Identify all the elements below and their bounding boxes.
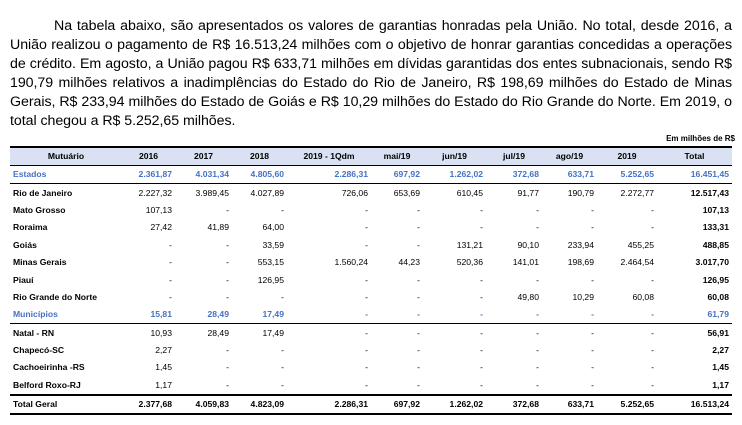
table-cell: - (486, 306, 542, 324)
table-cell: 4.823,09 (232, 395, 287, 414)
table-cell: - (536, 274, 539, 285)
table-cell: - (423, 306, 486, 324)
column-header: 2018 (232, 147, 287, 165)
table-cell: 44,23 (398, 257, 420, 268)
table-cell: 2,27 (155, 345, 172, 356)
table-cell: - (226, 291, 229, 302)
table-cell: - (281, 362, 284, 373)
table-cell: - (365, 362, 368, 373)
table-cell: - (169, 257, 172, 268)
table-cell: - (591, 274, 594, 285)
table-cell: - (536, 222, 539, 233)
table-cell: - (226, 204, 229, 215)
column-header: 2016 (122, 147, 175, 165)
table-cell: - (591, 327, 594, 338)
table-cell: - (226, 379, 229, 390)
table-cell: 697,92 (371, 165, 423, 183)
table-cell: 141,01 (512, 257, 539, 268)
table-cell: 5.252,65 (597, 165, 657, 183)
table-cell: - (480, 222, 483, 233)
row-label: Estados (10, 165, 122, 183)
table-cell: - (591, 379, 594, 390)
table-cell: 16.451,45 (657, 165, 732, 183)
table-cell: 126,95 (702, 274, 729, 285)
table-cell: 2.361,87 (122, 165, 175, 183)
table-cell: 10,93 (150, 327, 172, 338)
table-row (10, 359, 732, 376)
table-cell: 455,25 (627, 239, 654, 250)
table-cell: 56,91 (707, 327, 729, 338)
table-cell: 28,49 (175, 306, 232, 324)
table-cell: - (542, 306, 597, 324)
table-cell: 653,69 (393, 187, 420, 198)
column-header: jun/19 (423, 147, 486, 165)
table-cell: - (417, 291, 420, 302)
table-cell: 1.262,02 (423, 165, 486, 183)
table-cell: 4.805,60 (232, 165, 287, 183)
table-cell: - (417, 222, 420, 233)
table-cell: - (591, 222, 594, 233)
table-cell: - (287, 306, 371, 324)
table-cell: - (371, 306, 423, 324)
table-cell: - (281, 204, 284, 215)
table-row (10, 201, 732, 218)
table-cell: - (365, 327, 368, 338)
table-cell: - (480, 204, 483, 215)
row-label: Natal - RN (13, 327, 55, 338)
table-cell: 1.262,02 (423, 395, 486, 414)
table-cell: 2.272,77 (620, 187, 654, 198)
table-cell: - (536, 379, 539, 390)
table-cell: 2.286,31 (287, 395, 371, 414)
table-cell: 4.031,34 (175, 165, 232, 183)
table-cell: 3.017,70 (695, 257, 729, 268)
table-cell: 17,49 (262, 327, 284, 338)
table-cell: 17,49 (232, 306, 287, 324)
table-cell: 1,17 (155, 379, 172, 390)
table-cell: 1.560,24 (334, 257, 368, 268)
table-cell: - (169, 274, 172, 285)
table-cell: - (480, 362, 483, 373)
table-cell: - (651, 204, 654, 215)
table-cell: - (480, 291, 483, 302)
table-cell: 198,69 (567, 257, 594, 268)
table-cell: - (591, 345, 594, 356)
table-cell: 33,59 (262, 239, 284, 250)
table-cell: - (365, 274, 368, 285)
table-cell: 5.252,65 (597, 395, 657, 414)
table-cell: - (536, 345, 539, 356)
table-row (10, 288, 732, 305)
table-cell: - (417, 274, 420, 285)
unit-note: Em milhões de R$ (666, 134, 735, 143)
table-cell: - (591, 204, 594, 215)
table-cell: 90,10 (517, 239, 539, 250)
table-cell: 107,13 (702, 204, 729, 215)
table-cell: 60,08 (707, 291, 729, 302)
table-cell: 16.513,24 (657, 395, 732, 414)
table-cell: 488,85 (702, 239, 729, 250)
column-header: 2017 (175, 147, 232, 165)
table-cell: 2.286,31 (287, 165, 371, 183)
table-cell: - (281, 291, 284, 302)
table-cell: - (651, 327, 654, 338)
table-cell: - (226, 257, 229, 268)
column-header: Total (657, 147, 732, 165)
table-row (10, 183, 732, 201)
row-label: Minas Gerais (13, 257, 67, 268)
table-cell: 27,42 (150, 222, 172, 233)
column-header: jul/19 (486, 147, 542, 165)
group-row (10, 306, 732, 324)
table-cell: 4.059,83 (175, 395, 232, 414)
table-cell: - (169, 291, 172, 302)
table-cell: - (597, 306, 657, 324)
table-cell: 12.517,43 (690, 187, 729, 198)
table-cell: 126,95 (257, 274, 284, 285)
table-cell: 91,77 (517, 187, 539, 198)
table-cell: - (365, 204, 368, 215)
table-cell: - (226, 345, 229, 356)
table-cell: 633,71 (542, 395, 597, 414)
table-cell: 107,13 (145, 204, 172, 215)
table-cell: - (417, 362, 420, 373)
table-cell: 64,00 (262, 222, 284, 233)
table-cell: 372,68 (486, 165, 542, 183)
table-row (10, 219, 732, 236)
table-cell: 610,45 (456, 187, 483, 198)
total-row (10, 395, 732, 414)
row-label: Cachoeirinha -RS (13, 362, 85, 373)
table-cell: - (480, 327, 483, 338)
table-header-row (10, 147, 732, 165)
table-cell: 3.989,45 (195, 187, 229, 198)
table-cell: 133,31 (702, 222, 729, 233)
table-cell: - (536, 362, 539, 373)
table-cell: - (417, 239, 420, 250)
table-row (10, 341, 732, 358)
table-cell: 2,27 (712, 345, 729, 356)
table-cell: - (536, 327, 539, 338)
table-cell: 61,79 (657, 306, 732, 324)
row-label: Piauí (13, 274, 34, 285)
column-header: 2019 - 1Qdm (287, 147, 371, 165)
table-cell: - (169, 239, 172, 250)
table-cell: - (591, 362, 594, 373)
table-cell: 131,21 (456, 239, 483, 250)
table-cell: 4.027,89 (250, 187, 284, 198)
column-header: Mutuário (10, 147, 122, 165)
table-cell: - (281, 379, 284, 390)
group-row (10, 165, 732, 183)
table-cell: - (226, 239, 229, 250)
table-row (10, 253, 732, 270)
table-cell: - (365, 291, 368, 302)
column-header: mai/19 (371, 147, 423, 165)
table-cell: - (365, 379, 368, 390)
table-cell: 190,79 (567, 187, 594, 198)
table-cell: - (365, 345, 368, 356)
table-cell: 1,45 (155, 362, 172, 373)
row-label: Goiás (13, 239, 37, 250)
row-label: Roraima (13, 222, 48, 233)
table-row (10, 324, 732, 342)
table-cell: - (651, 222, 654, 233)
table-cell: 372,68 (486, 395, 542, 414)
table-cell: - (417, 345, 420, 356)
guarantees-table (10, 146, 732, 415)
row-label: Rio Grande do Norte (13, 291, 98, 302)
table-cell: 553,15 (257, 257, 284, 268)
row-label: Municípios (10, 306, 122, 324)
row-label: Chapecó-SC (13, 345, 65, 356)
table-cell: - (417, 327, 420, 338)
table-cell: 41,89 (207, 222, 229, 233)
row-label: Rio de Janeiro (13, 187, 73, 198)
table-cell: 60,08 (632, 291, 654, 302)
table-cell: - (480, 379, 483, 390)
row-label: Belford Roxo-RJ (13, 379, 81, 390)
table-cell: 2.464,54 (620, 257, 654, 268)
table-cell: 15,81 (122, 306, 175, 324)
table-cell: - (651, 362, 654, 373)
table-cell: 1,17 (712, 379, 729, 390)
table-cell: - (536, 204, 539, 215)
table-row (10, 376, 732, 394)
table-cell: 28,49 (207, 327, 229, 338)
intro-paragraph: Na tabela abaixo, são apresentados os valores de garantias honradas pela União. No total, desde 2016, a União realizou o pagamento de R$ 16.513,24 milhões com o objetivo de honrar garantias concedidas a operações de crédito. Em agosto, a União pagou R$ 633,71 milhões em dívidas garantidas dos entes subnacionais, sendo R$ 190,79 milhões relativos a inadimplências do Estado do Rio de Janeiro, R$ 198,69 milhões do Estado de Minas Gerais, R$ 233,94 milhões do Estado de Goiás e R$ 10,29 milhões do Estado do Rio Grande do Norte. Em 2019, o total chegou a R$ 5.252,65 milhões. (10, 18, 732, 130)
table-cell: 2.377,68 (122, 395, 175, 414)
table-cell: - (365, 239, 368, 250)
table-cell: 2.227,32 (138, 187, 172, 198)
table-cell: - (226, 274, 229, 285)
table-cell: - (417, 204, 420, 215)
row-label: Mato Grosso (13, 204, 66, 215)
table-cell: - (651, 274, 654, 285)
table-cell: 520,36 (456, 257, 483, 268)
table-cell: 233,94 (567, 239, 594, 250)
table-cell: 633,71 (542, 165, 597, 183)
table-row (10, 236, 732, 253)
table-row (10, 271, 732, 288)
row-label: Total Geral (10, 395, 122, 414)
table-cell: - (651, 345, 654, 356)
table-cell: - (281, 345, 284, 356)
column-header: ago/19 (542, 147, 597, 165)
table-cell: 1,45 (712, 362, 729, 373)
table-cell: 697,92 (371, 395, 423, 414)
table-cell: - (651, 379, 654, 390)
column-header: 2019 (597, 147, 657, 165)
table-cell: - (226, 362, 229, 373)
table-cell: 10,29 (572, 291, 594, 302)
table-cell: 49,80 (517, 291, 539, 302)
table-cell: 726,06 (341, 187, 368, 198)
table-cell: - (480, 274, 483, 285)
table-cell: - (417, 379, 420, 390)
table-cell: - (365, 222, 368, 233)
table-cell: - (480, 345, 483, 356)
